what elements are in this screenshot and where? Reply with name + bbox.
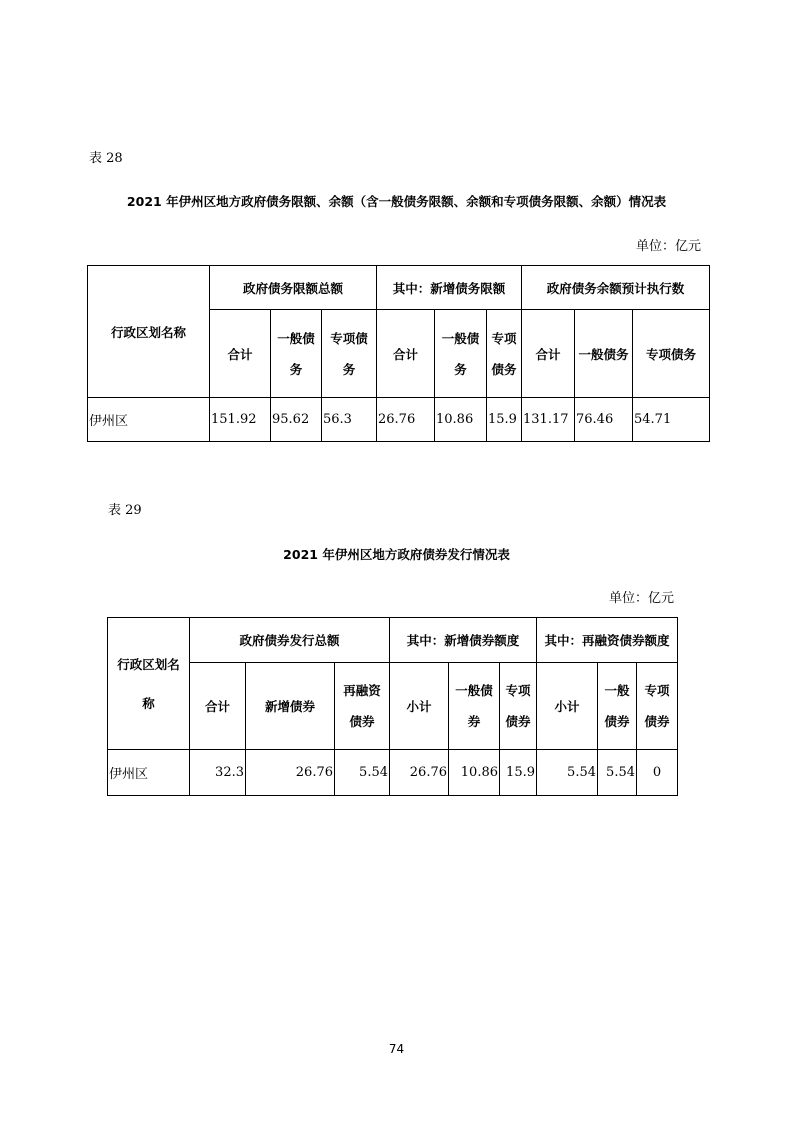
table28-header-special: 专项债 务: [322, 310, 377, 398]
table29-cell: 10.86: [449, 750, 500, 796]
table29-header-issue-total: 政府债券发行总额: [190, 618, 390, 663]
table29-header-subtotal: 小计: [390, 663, 449, 750]
table28-header-special2: 专项 债务: [487, 310, 522, 398]
table28-label: 表 28: [89, 151, 123, 166]
table29-header-general: 一般债 券: [449, 663, 500, 750]
table29-label: 表 29: [108, 503, 142, 518]
table28-cell: 26.76: [377, 398, 435, 442]
table28-header-general2: 一般债 务: [435, 310, 487, 398]
table28-cell-region: 伊州区: [88, 398, 210, 442]
table29-title: 2021 年伊州区地方政府债券发行情况表: [283, 547, 510, 562]
table29-header-new-amount: 其中：新增债券额度: [390, 618, 537, 663]
table29-header-refi-amount: 其中：再融资债券额度: [537, 618, 678, 663]
table28-cell: 54.71: [633, 398, 710, 442]
table28-cell: 10.86: [435, 398, 487, 442]
table28-cell: 151.92: [210, 398, 271, 442]
table28-title: 2021 年伊州区地方政府债务限额、余额（含一般债务限额、余额和专项债务限额、余额）情况表: [126, 194, 667, 209]
table-row: [108, 750, 678, 796]
table28-header-special3: 专项债务: [633, 310, 710, 398]
table28-cell: 56.3: [322, 398, 377, 442]
table29-cell: 5.54: [335, 750, 390, 796]
table28-header-general: 一般债 务: [271, 310, 322, 398]
table29-header-new-bonds: 新增债券: [246, 663, 335, 750]
table29-header-subtotal2: 小计: [537, 663, 598, 750]
table29-header-special2: 专项 债券: [637, 663, 678, 750]
table28-cell: 131.17: [522, 398, 575, 442]
table28-header-total: 合计: [210, 310, 271, 398]
table29-cell: 5.54: [598, 750, 637, 796]
table29-header-total: 合计: [190, 663, 246, 750]
table29-cell: 26.76: [246, 750, 335, 796]
table28-cell: 95.62: [271, 398, 322, 442]
table28-cell: 15.9: [487, 398, 522, 442]
table29-header-refi: 再融资 债券: [335, 663, 390, 750]
table28-header-total3: 合计: [522, 310, 575, 398]
table28-unit: 单位：亿元: [636, 239, 702, 254]
table28: [87, 265, 710, 442]
table29-cell: 0: [637, 750, 678, 796]
table29-header-region: 行政区划名 称: [108, 618, 190, 750]
table29-cell-region: 伊州区: [108, 750, 190, 796]
table29: [107, 617, 678, 796]
table29-cell: 15.9: [500, 750, 537, 796]
table29-header-special: 专项 债券: [500, 663, 537, 750]
table29-cell: 5.54: [537, 750, 598, 796]
table28-header-limit-total: 政府债务限额总额: [210, 266, 377, 310]
table-row: [88, 398, 710, 442]
table28-header-balance: 政府债务余额预计执行数: [522, 266, 710, 310]
page-number: 74: [388, 1042, 405, 1056]
table28-cell: 76.46: [575, 398, 633, 442]
table28-header-region: 行政区划名称: [88, 266, 210, 398]
table29-cell: 26.76: [390, 750, 449, 796]
table28-header-general3: 一般债务: [575, 310, 633, 398]
table28-header-new-limit: 其中：新增债务限额: [377, 266, 522, 310]
table29-unit: 单位：亿元: [609, 591, 675, 606]
table28-header-total2: 合计: [377, 310, 435, 398]
table29-header-general2: 一般 债券: [598, 663, 637, 750]
table29-cell: 32.3: [190, 750, 246, 796]
